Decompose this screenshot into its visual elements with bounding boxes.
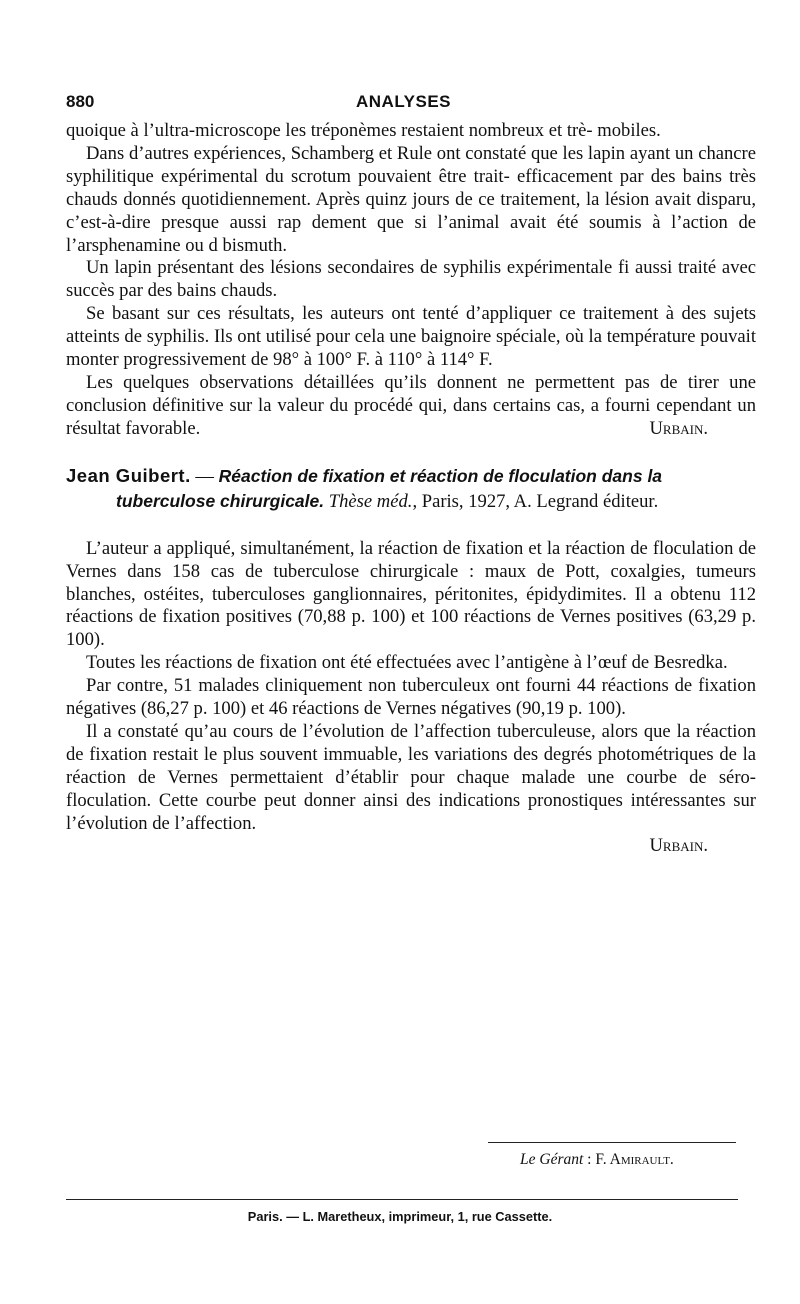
gerant-name: F. Amirault.: [595, 1151, 674, 1168]
gerant-label: Le Gérant: [520, 1151, 584, 1168]
paragraph: quoique à l’ultra-microscope les tréponèmes restaient nombreux et trè- mobiles.: [66, 120, 661, 141]
page-header: [66, 90, 756, 120]
paragraph: Par contre, 51 malades cliniquement non tuberculeux ont fourni 44 réactions de fixation négatives (86,27 p. 100) et 46 réactions de Vernes négatives (90,19 p. 100).: [66, 675, 756, 720]
running-head: ANALYSES: [356, 92, 452, 111]
paragraph: Un lapin présentant des lésions secondaires de syphilis expérimentale fi aussi traité avec succès par des bains chauds.: [66, 257, 756, 302]
publication: Thèse méd.: [328, 490, 413, 512]
paragraph: Les quelques observations détaillées qu’ils donnent ne permettent pas de tirer une conclusion définitive sur la valeur du procédé qui, dans certains cas, a fourni cependant un résultat favorable.: [66, 371, 756, 439]
paragraph: Se basant sur ces résultats, les auteurs ont tenté d’appliquer ce traitement à des sujets atteints de syphilis. Ils ont utilisé pour cela une baignoire spéciale, où la température pouvait monter progressivement de 98° à 100° F. à 110° à 114° F.: [66, 303, 756, 371]
signature: Urbain.: [649, 417, 708, 439]
paragraph-with-signature: [66, 372, 756, 441]
signature: Urbain.: [649, 835, 708, 857]
publisher: , Paris, 1927, A. Legrand éditeur.: [412, 490, 659, 512]
bibliographic-reference: [66, 464, 756, 514]
article-title: Réaction de fixation et réaction de floculation dans la tuberculose chirurgicale.: [116, 465, 663, 511]
gerant-line: [520, 1151, 674, 1169]
gerant-separator: :: [583, 1151, 596, 1168]
page: [66, 90, 756, 858]
paragraph: Il a constaté qu’au cours de l’évolution de l’affection tuberculeuse, alors que la réaction de fixation restait le plus souvent immuable, les variations des degrés photométriques de la réaction de Vernes permettaient d’établir pour chaque malade une courbe de séro-floculation. Cette courbe peut donner ainsi des indications pronostiques intéressantes sur l’évolution de l’affection.: [66, 720, 756, 834]
article-2-body: [66, 538, 756, 859]
paragraph: Toutes les réactions de fixation ont été effectuées avec l’antigène à l’œuf de Besredka.: [86, 652, 728, 674]
printer-imprint: Paris. — L. Maretheux, imprimeur, 1, rue Cassette.: [247, 1209, 553, 1224]
article-author: Jean Guibert.: [66, 464, 191, 486]
article-2: [66, 464, 756, 859]
paragraph: Dans d’autres expériences, Schamberg et Rule ont constaté que les lapin ayant un chancre syphilitique expérimental du scrotum pouvaient être trait- efficacement par des bains très chauds donnés quotidiennement. Après quinz jours de ce traitement, la lésion avait disparu, c’est-à-dire presque aussi rap dement que si l’animal avait été soumis à l’action de l’arsphenamine ou d bismuth.: [66, 142, 756, 256]
paragraph: L’auteur a appliqué, simultanément, la réaction de fixation et la réaction de floculation de Vernes dans 158 cas de tuberculose chirurgicale : maux de Pott, coxalgies, tumeurs blanches, ostéites, tuberculoses ganglionnaires, péritonites, épidydimites. Il a obtenu 112 réactions de fixation positives (70,88 p. 100) et 100 réactions de Vernes positives (63,29 p. 100).: [66, 537, 756, 651]
page-number: 880: [66, 92, 95, 111]
dash: —: [190, 465, 219, 487]
gerant-rule: [488, 1142, 736, 1143]
footer-rule: [66, 1199, 738, 1200]
article-1: [66, 120, 756, 441]
